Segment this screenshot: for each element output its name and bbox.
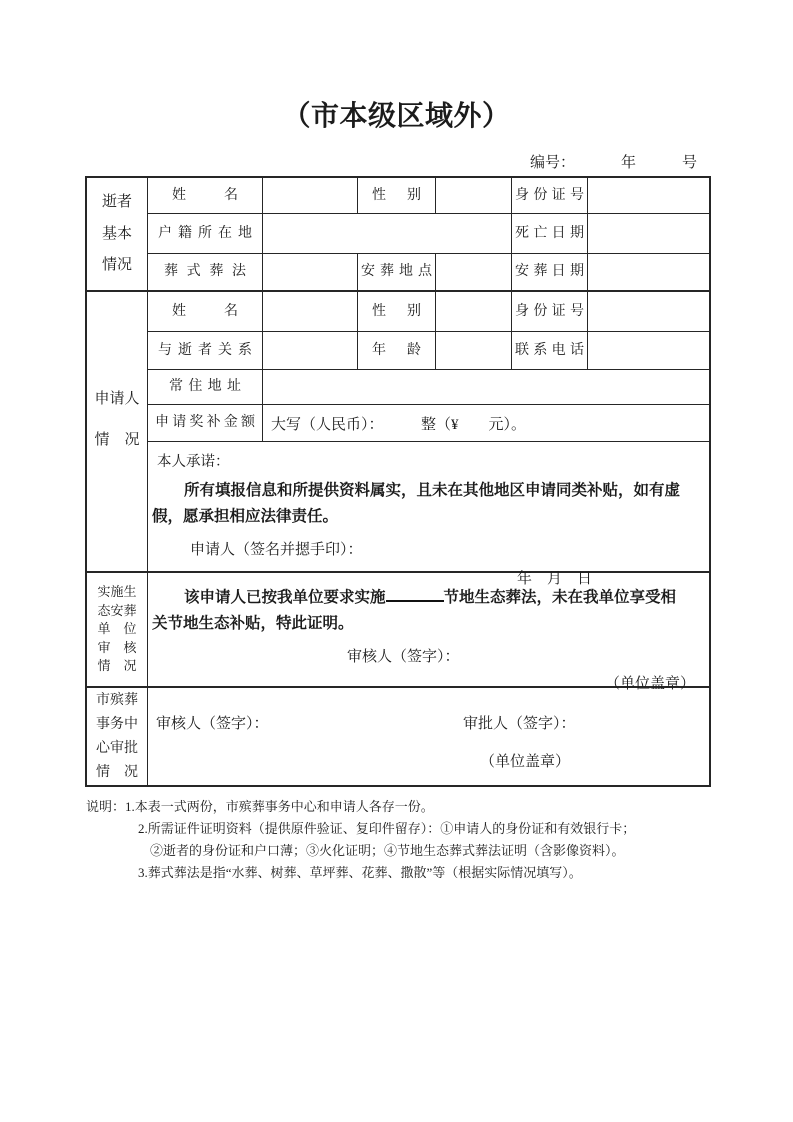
deceased-residence-label-cell (148, 214, 263, 254)
deceased-name-label: 姓名 (172, 187, 238, 203)
deceased-gender-label-cell (358, 178, 436, 214)
applicant-gender-value (436, 292, 512, 332)
relation-value (263, 332, 358, 370)
relation-label: 与逝者关系 (158, 342, 252, 358)
pledge-body: 所有填报信息和所提供资料属实，且未在其他地区申请同类补贴，如有虚假，愿承担相应法律责任。 (152, 482, 681, 525)
death-date-label-cell (512, 214, 588, 254)
section-applicant-header-line: 申请人 (94, 390, 140, 407)
center-approval-signature-line (148, 714, 709, 734)
phone-label: 联系电话 (515, 342, 584, 358)
unit-seal-label: （单位盖章） (604, 676, 695, 692)
deceased-residence-label: 户籍所在地 (158, 225, 252, 241)
subsidy-amount-text: 大写（人民币）： 整（¥ 元）。 (271, 416, 527, 433)
note-item-3: 3.葬式葬法是指“水葬、树葬、草坪葬、花葬、撒散”等（根据实际情况填写）。 (138, 865, 582, 880)
pledge-cell (148, 442, 709, 587)
unit-reviewer-signature-label: 审核人（签字）： (347, 649, 460, 665)
section-center-approval-header-line: 情 况 (96, 764, 138, 780)
burial-date-value (588, 254, 709, 292)
burial-date-label: 安葬日期 (515, 264, 584, 279)
burial-place-label-cell (358, 254, 436, 292)
center-seal-label: （单位盖章） (480, 754, 571, 770)
burial-method-value (263, 254, 358, 292)
section-applicant-header (87, 292, 148, 573)
unit-review-statement-after: 节地生态葬法，未在我单位享受相关节地生态补贴，特此证明。 (152, 589, 677, 632)
address-label: 常住地址 (169, 379, 241, 394)
burial-date-label-cell (512, 254, 588, 292)
unit-review-statement-before: 该申请人已按我单位要求实施 (184, 589, 386, 606)
deceased-name-label-cell (148, 178, 263, 214)
section-center-approval-header-line: 市殡葬 (96, 692, 138, 708)
applicant-gender-label: 性别 (372, 303, 421, 319)
number-label: 编号： (529, 155, 575, 171)
burial-place-label: 安葬地点 (361, 264, 432, 279)
deceased-gender-label: 性别 (372, 187, 421, 203)
section-unit-review-header-line: 单 位 (97, 621, 137, 637)
applicant-name-label-cell (148, 292, 263, 332)
section-deceased-header-line: 逝者 (101, 193, 132, 210)
pledge-heading: 本人承诺： (157, 454, 230, 470)
section-unit-review-header-line: 态安葬 (97, 602, 137, 618)
section-unit-review-header-line: 实施生 (97, 584, 137, 600)
page-title: （市本级区域外） (282, 99, 511, 132)
section-center-approval-header-line: 心审批 (96, 740, 138, 756)
note-item-2-continued: ②逝者的身份证和户口薄；③火化证明；④节地生态葬式葬法证明（含影像资料）。 (150, 843, 625, 858)
subsidy-amount-label-cell (148, 405, 263, 442)
section-unit-review-header-line: 审 核 (97, 639, 137, 655)
applicant-id-value (588, 292, 709, 332)
death-date-label: 死亡日期 (515, 225, 584, 241)
section-deceased-header (87, 178, 148, 292)
deceased-id-label: 身份证号 (515, 187, 584, 203)
burial-method-label: 葬式葬法 (164, 264, 246, 279)
note-item-1: 1.本表一式两份，市殡葬事务中心和申请人各存一份。 (125, 799, 434, 814)
section-deceased-header-line: 情况 (101, 257, 132, 274)
form-notes (86, 796, 726, 884)
notes-label: 说明： (86, 799, 126, 814)
number-no-label: 号 (681, 155, 697, 171)
applicant-id-label-cell (512, 292, 588, 332)
applicant-name-label: 姓名 (172, 303, 238, 319)
age-label: 年龄 (372, 342, 421, 358)
section-center-approval-header-line: 事务中 (96, 716, 138, 732)
phone-label-cell (512, 332, 588, 370)
form-number-line (530, 151, 697, 172)
age-value (436, 332, 512, 370)
subsidy-amount-value (263, 405, 709, 442)
age-label-cell (358, 332, 436, 370)
address-value (263, 370, 709, 405)
address-label-cell (148, 370, 263, 405)
unit-review-cell (148, 573, 709, 692)
burial-method-blank-line (386, 599, 444, 602)
center-approver-signature-label: 审批人（签字）： (463, 716, 576, 732)
section-deceased-header-line: 基本 (101, 225, 132, 242)
death-date-value (588, 214, 709, 254)
note-line-1 (86, 796, 726, 818)
center-approval-cell (148, 688, 709, 785)
pledge-signature-label: 申请人（签名并摁手印）： (190, 542, 363, 558)
deceased-id-value (588, 178, 709, 214)
deceased-name-value (263, 178, 358, 214)
section-center-approval-header (87, 688, 148, 785)
deceased-residence-value (263, 214, 512, 254)
section-unit-review-header-line: 情 况 (97, 658, 137, 674)
section-unit-review-header (87, 573, 148, 688)
section-applicant-header-line: 情 况 (94, 431, 140, 448)
applicant-id-label: 身份证号 (515, 303, 584, 319)
unit-review-statement (152, 585, 705, 637)
burial-method-label-cell (148, 254, 263, 292)
subsidy-amount-label: 申请奖补金额 (155, 415, 255, 430)
application-form-table (85, 176, 711, 787)
center-reviewer-signature-label: 审核人（签字）： (156, 716, 269, 732)
deceased-gender-value (436, 178, 512, 214)
deceased-id-label-cell (512, 178, 588, 214)
note-item-2: 2.所需证件证明资料（提供原件验证、复印件留存）：①申请人的身份证和有效银行卡； (138, 821, 636, 836)
burial-place-value (436, 254, 512, 292)
phone-value (588, 332, 709, 370)
applicant-gender-label-cell (358, 292, 436, 332)
pledge-date-line: 年 月 日 (517, 571, 593, 587)
applicant-name-value (263, 292, 358, 332)
number-year-label: 年 (620, 155, 636, 171)
relation-label-cell (148, 332, 263, 370)
